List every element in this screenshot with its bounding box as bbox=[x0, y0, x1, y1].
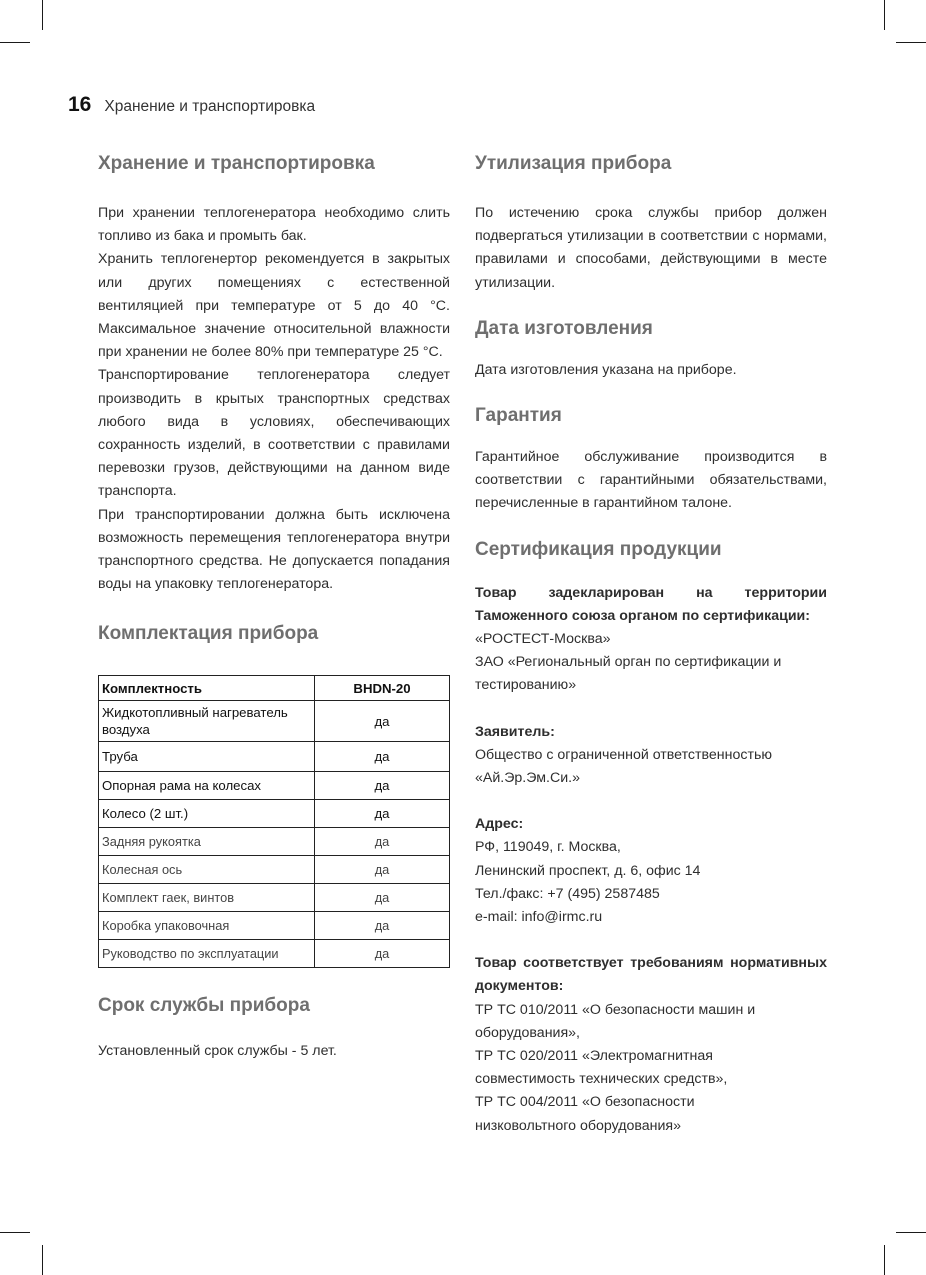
section-storage bbox=[98, 150, 450, 596]
storage-paragraph: Хранить теплогенертор рекомендуется в закрытых или других помещениях с естественной вентиляцией при температуре от 5 до 40 °С. Максимальное значение относительной влажности при хранении не более 80% при температуре 25 °С. bbox=[98, 251, 450, 361]
crop-mark-bottom-left-h bbox=[0, 1232, 30, 1233]
section-title-storage: Хранение и транспортировка bbox=[98, 153, 375, 174]
email-line: e-mail: info@irmc.ru bbox=[475, 909, 603, 926]
crop-mark-top-right-h bbox=[896, 42, 926, 43]
table-row bbox=[99, 772, 450, 800]
left-column bbox=[98, 150, 450, 1064]
table-cell-item: Коробка упаковочная bbox=[99, 912, 315, 940]
table-cell-item: Колесо (2 шт.) bbox=[99, 800, 315, 828]
crop-mark-bottom-right-h bbox=[896, 1232, 926, 1233]
compliance-line: ТР ТС 004/2011 «О безопасности низковольтного оборудования» bbox=[475, 1094, 695, 1134]
applicant-line: Общество с ограниченной ответственностью «Ай.Эр.Эм.Си.» bbox=[475, 746, 772, 787]
table-row bbox=[99, 856, 450, 884]
table-row bbox=[99, 800, 450, 828]
compliance-line: ТР ТС 010/2011 «О безопасности машин и оборудования», bbox=[475, 1001, 756, 1041]
table-cell-item: Жидкотопливный нагреватель воздуха bbox=[99, 701, 315, 742]
applicant-lead: Заявитель: bbox=[475, 723, 555, 740]
warranty-text: Гарантийное обслуживание производится в соответствии с гарантийными обязательствами, перечисленные в гарантийном талоне. bbox=[475, 449, 827, 512]
page-header bbox=[68, 93, 315, 117]
section-title-disposal: Утилизация прибора bbox=[475, 153, 672, 174]
section-manufacture-date bbox=[475, 315, 827, 382]
compliance-lead: Товар соответствует требованиям нормативных документов: bbox=[475, 955, 827, 995]
compliance-line: ТР ТС 020/2011 «Электромагнитная совместимость технических средств», bbox=[475, 1048, 728, 1088]
crop-mark-top-left-v bbox=[42, 0, 43, 30]
table-cell-value: да bbox=[315, 742, 450, 772]
address-line: РФ, 119049, г. Москва, bbox=[475, 839, 621, 856]
table-row bbox=[99, 940, 450, 968]
declared-line: «РОСТЕСТ-Москва» bbox=[475, 631, 611, 648]
table-row bbox=[99, 884, 450, 912]
page-number: 16 bbox=[68, 93, 92, 116]
crop-mark-bottom-left-v bbox=[42, 1245, 43, 1275]
table-cell-item: Задняя рукоятка bbox=[99, 828, 315, 856]
declared-line: ЗАО «Региональный орган по сертификации и тестированию» bbox=[475, 654, 782, 694]
table-cell-item: Комплект гаек, винтов bbox=[99, 884, 315, 912]
table-cell-item: Руководство по эксплуатации bbox=[99, 940, 315, 968]
disposal-text: По истечению срока службы прибор должен подвергаться утилизации в соответствии с нормами, правилами и способами, действующими в месте утилизации. bbox=[475, 205, 827, 291]
table-cell-value: да bbox=[315, 856, 450, 884]
section-kit bbox=[98, 620, 450, 968]
section-title-manufacture-date: Дата изготовления bbox=[475, 317, 653, 339]
running-title: Хранение и транспортировка bbox=[104, 98, 316, 115]
address-lead: Адрес: bbox=[475, 816, 524, 833]
section-service-life bbox=[98, 992, 450, 1063]
table-cell-item: Опорная рама на колесах bbox=[99, 772, 315, 800]
section-title-warranty: Гарантия bbox=[475, 405, 562, 427]
crop-mark-bottom-right-v bbox=[884, 1245, 885, 1275]
table-cell-value: да bbox=[315, 828, 450, 856]
section-warranty bbox=[475, 402, 827, 516]
service-life-text: Установленный срок службы - 5 лет. bbox=[98, 1043, 337, 1060]
table-cell-value: да bbox=[315, 701, 450, 742]
manufacture-date-text: Дата изготовления указана на приборе. bbox=[475, 361, 737, 378]
address-line: Тел./факс: +7 (495) 2587485 bbox=[475, 885, 660, 902]
table-cell-item: Колесная ось bbox=[99, 856, 315, 884]
table-cell-value: да bbox=[315, 800, 450, 828]
section-title-service-life: Срок службы прибора bbox=[98, 995, 310, 1017]
table-row bbox=[99, 912, 450, 940]
table-cell-value: да bbox=[315, 884, 450, 912]
section-disposal bbox=[475, 150, 827, 295]
right-column bbox=[475, 150, 827, 1138]
crop-mark-top-left-h bbox=[0, 42, 30, 43]
table-header-model: BHDN-20 bbox=[315, 676, 450, 701]
table-cell-value: да bbox=[315, 772, 450, 800]
section-title-certification: Сертификация продукции bbox=[475, 538, 722, 560]
table-cell-value: да bbox=[315, 940, 450, 968]
table-cell-item: Труба bbox=[99, 742, 315, 772]
storage-paragraph: При транспортировании должна быть исключена возможность перемещения теплогенератора внутри транспортного средства. Не допускается попадания воды на упаковку теплогенератора. bbox=[98, 506, 450, 593]
declared-lead: Товар задекларирован на территории Таможенного союза органом по сертификации: bbox=[475, 584, 827, 624]
section-certification bbox=[475, 536, 827, 1138]
table-header-row bbox=[99, 676, 450, 701]
crop-mark-top-right-v bbox=[884, 0, 885, 30]
table-row bbox=[99, 742, 450, 772]
storage-paragraph: При хранении теплогенератора необходимо слить топливо из бака и промыть бак. bbox=[98, 205, 450, 245]
kit-table bbox=[98, 675, 450, 968]
table-row bbox=[99, 701, 450, 742]
storage-paragraph: Транспортирование теплогенератора следует производить в крытых транспортных средствах любого вида в условиях, обеспечивающих сохранность изделий, в соответствии с правилами перевозки грузов, действующими на данном виде транспорта. bbox=[98, 367, 450, 500]
table-cell-value: да bbox=[315, 912, 450, 940]
address-line: Ленинский проспект, д. 6, офис 14 bbox=[475, 862, 701, 879]
table-row bbox=[99, 828, 450, 856]
table-header-item: Комплектность bbox=[99, 676, 315, 701]
section-title-kit: Комплектация прибора bbox=[98, 623, 319, 645]
